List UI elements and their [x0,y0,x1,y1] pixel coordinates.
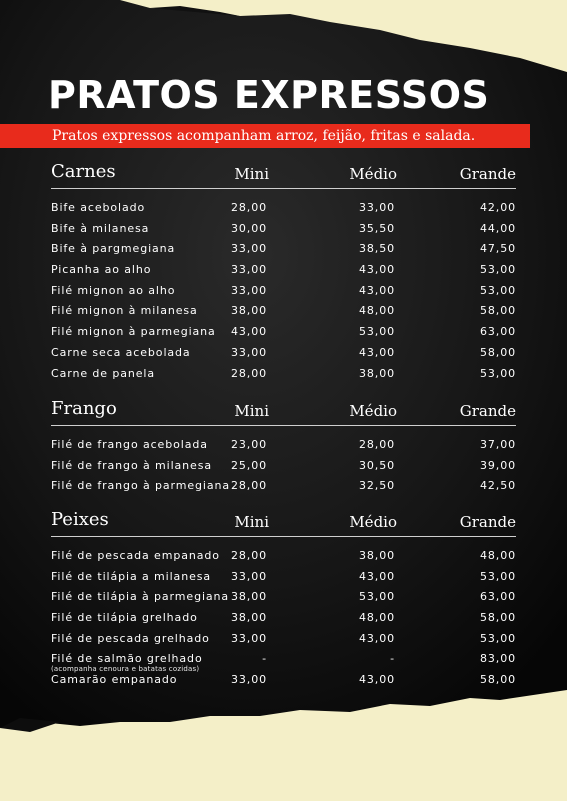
price-mini: 33,00 [231,283,267,297]
price-grande: 53,00 [480,263,516,277]
section-header [51,160,516,186]
item-list [51,435,516,497]
item-name: Bife acebolado [51,201,146,214]
price-medio: 43,00 [359,569,395,583]
price-mini: 28,00 [231,549,267,562]
subtitle-banner [0,124,530,148]
section-header [51,508,516,534]
price-mini: 33,00 [231,673,267,687]
column-header-medio: Médio [349,513,397,531]
price-mini: 33,00 [231,263,267,277]
menu-item [51,198,516,219]
menu-item [51,301,516,322]
item-name: Filé de tilápia à parmegiana [51,590,230,604]
price-medio: - [390,652,395,666]
price-mini: 38,00 [231,611,267,625]
section-title: Frango [51,398,117,419]
section-title: Carnes [51,161,116,182]
column-header-mini: Mini [234,513,269,531]
price-medio: 43,00 [359,345,395,359]
menu-item [51,281,516,302]
item-name: Filé de salmão grelhado [51,652,203,666]
price-mini: 23,00 [231,438,267,451]
price-mini: 33,00 [231,345,267,359]
menu-item [51,239,516,260]
menu-item [51,343,516,364]
price-mini: 28,00 [231,479,267,493]
item-name: Filé de frango à parmegiana [51,479,231,493]
price-medio: 30,50 [359,458,395,472]
price-medio: 35,50 [359,221,395,235]
price-medio: 38,00 [359,366,395,380]
subtitle-text: Pratos expressos acompanham arroz, feijão, fritas e salada. [52,128,476,144]
price-grande: 53,00 [480,366,516,380]
column-header-medio: Médio [349,402,397,420]
item-name: Filé de pescada grelhado [51,631,210,645]
item-name: Filé de tilápia grelhado [51,611,198,625]
section-title: Peixes [51,509,109,530]
price-grande: 53,00 [480,283,516,297]
menu-item [51,587,516,608]
price-medio: 43,00 [359,283,395,297]
column-header-mini: Mini [234,402,269,420]
price-medio: 38,50 [359,242,395,256]
price-mini: 30,00 [231,221,267,235]
item-name: Filé mignon à milanesa [51,304,198,318]
section-divider [51,536,516,537]
column-header-grande: Grande [459,165,516,183]
price-medio: 38,00 [359,549,395,562]
item-list [51,198,516,384]
price-grande: 42,50 [480,479,516,493]
item-note: (acompanha cenoura e batatas cozidas) [51,665,200,674]
item-name: Bife à milanesa [51,221,150,235]
price-mini: 38,00 [231,590,267,604]
item-name: Filé de frango acebolada [51,438,208,451]
item-name: Filé de tilápia a milanesa [51,569,212,583]
price-medio: 32,50 [359,479,395,493]
item-name: Filé de pescada empanado [51,549,220,562]
price-medio: 28,00 [359,438,395,451]
price-mini: 28,00 [231,201,267,214]
menu-item [51,546,516,567]
price-mini: 43,00 [231,325,267,339]
menu-item [51,629,516,650]
price-medio: 43,00 [359,263,395,277]
menu-item [51,476,516,497]
menu-item [51,649,516,674]
price-grande: 58,00 [480,611,516,625]
price-grande: 83,00 [480,652,516,666]
price-medio: 53,00 [359,590,395,604]
price-medio: 43,00 [359,631,395,645]
price-grande: 44,00 [480,221,516,235]
menu-item [51,435,516,456]
menu-item [51,608,516,629]
menu-item [51,567,516,588]
menu-item [51,364,516,385]
price-grande: 37,00 [480,438,516,451]
price-mini: 33,00 [231,631,267,645]
price-medio: 43,00 [359,673,395,687]
menu-item [51,260,516,281]
price-mini: - [262,652,267,666]
price-grande: 53,00 [480,631,516,645]
price-medio: 48,00 [359,304,395,318]
item-name: Filé mignon à parmegiana [51,325,216,339]
item-list [51,546,516,691]
price-mini: 28,00 [231,366,267,380]
price-grande: 58,00 [480,673,516,687]
price-grande: 48,00 [480,549,516,562]
price-medio: 53,00 [359,325,395,339]
price-grande: 63,00 [480,590,516,604]
price-medio: 48,00 [359,611,395,625]
price-mini: 33,00 [231,569,267,583]
price-grande: 63,00 [480,325,516,339]
menu-item [51,322,516,343]
item-name: Filé mignon ao alho [51,283,176,297]
price-grande: 58,00 [480,345,516,359]
price-mini: 25,00 [231,458,267,472]
price-grande: 53,00 [480,569,516,583]
column-header-medio: Médio [349,165,397,183]
item-name: Carne seca acebolada [51,345,191,359]
price-grande: 39,00 [480,458,516,472]
column-header-grande: Grande [459,513,516,531]
price-medio: 33,00 [359,201,395,214]
item-name: Filé de frango à milanesa [51,458,212,472]
item-name: Camarão empanado [51,673,178,687]
item-name: Picanha ao alho [51,263,152,277]
column-header-grande: Grande [459,402,516,420]
price-grande: 47,50 [480,242,516,256]
price-mini: 33,00 [231,242,267,256]
price-grande: 42,00 [480,201,516,214]
column-header-mini: Mini [234,165,269,183]
menu-item [51,456,516,477]
item-name: Bife à pargmegiana [51,242,176,256]
menu-item [51,670,516,691]
section-header [51,397,516,423]
item-name: Carne de panela [51,366,155,380]
section-divider [51,188,516,189]
menu-item [51,219,516,240]
price-mini: 38,00 [231,304,267,318]
page-title: PRATOS EXPRESSOS [48,73,490,117]
section-divider [51,425,516,426]
price-grande: 58,00 [480,304,516,318]
